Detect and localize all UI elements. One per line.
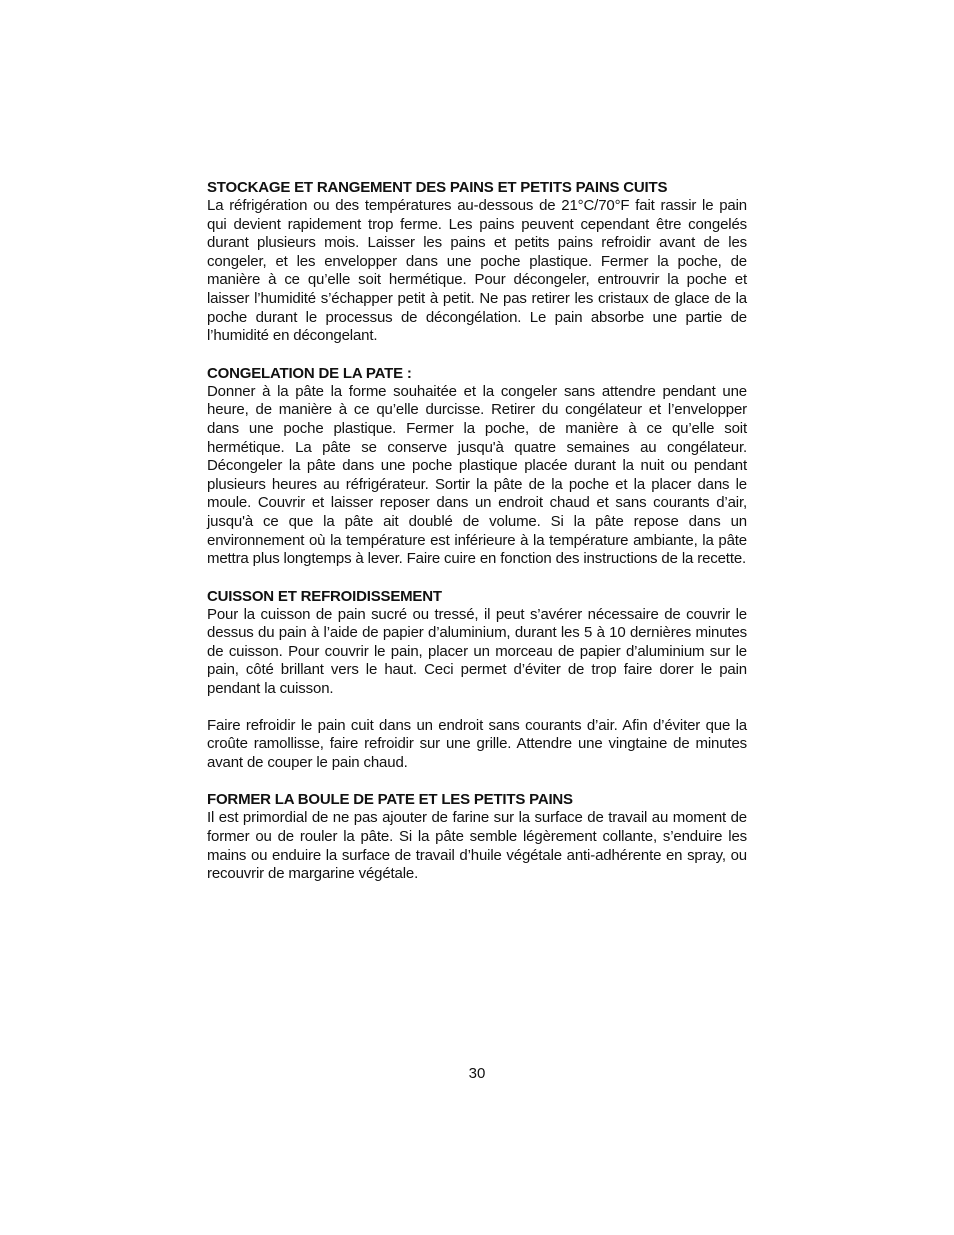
section-paragraph: Pour la cuisson de pain sucré ou tressé, il peut s’avérer nécessaire de couvrir le dessus du pain à l’aide de papier d’aluminium, durant les 5 à 10 dernières minutes de cuisson. Pour couvrir le pain, placer un morceau de papier d’aluminium sur le pain, côté brillant vers le haut. Ceci permet d’éviter de trop faire dorer le pain pendant la cuisson.	[207, 605, 747, 698]
page-number: 30	[468, 1065, 486, 1082]
document-body	[207, 178, 747, 902]
section-heading: CONGELATION DE LA PATE :	[207, 364, 412, 382]
section-heading: CUISSON ET REFROIDISSEMENT	[207, 587, 442, 605]
section-heading: STOCKAGE ET RANGEMENT DES PAINS ET PETITS PAINS CUITS	[207, 179, 668, 196]
section-paragraph: Il est primordial de ne pas ajouter de farine sur la surface de travail au moment de former ou de rouler la pâte. Si la pâte semble légèrement collante, s’enduire les mains ou enduire la surface de travail d’huile végétale anti-adhérente en spray, ou recouvrir de margarine végétale.	[207, 809, 747, 883]
section-cuisson	[207, 587, 747, 773]
section-paragraph: Faire refroidir le pain cuit dans un endroit sans courants d’air. Afin d’éviter que la croûte ramollisse, faire refroidir sur une grille. Attendre une vingtaine de minutes avant de couper le pain chaud.	[207, 716, 747, 771]
section-paragraph: La réfrigération ou des températures au-dessous de 21°C/70°F fait rassir le pain qui devient rapidement trop ferme. Les pains peuvent cependant être congelés durant plusieurs mois. Laisser les pains et petits pains refroidir avant de les congeler, et les envelopper dans une poche plastique. Fermer la poche, de manière à ce qu’elle soit hermétique. Pour décongeler, entrouvrir la poche et laisser l’humidité s’échapper petit à petit. Ne pas retirer les cristaux de glace de la poche durant le processus de décongélation. Le pain absorbe une partie de l’humidité en décongelant.	[207, 197, 747, 345]
section-former	[207, 790, 747, 883]
section-congelation	[207, 364, 747, 569]
section-paragraph: Donner à la pâte la forme souhaitée et la congeler sans attendre pendant une heure, de manière à ce qu’elle durcisse. Retirer du congélateur et l’envelopper dans une poche plastique. Fermer la poche, de manière à ce qu’elle soit hermétique. La pâte se conserve jusqu'à quatre semaines au congélateur. Décongeler la pâte dans une poche plastique placée durant la nuit ou pendant plusieurs heures au réfrigérateur. Sortir la pâte de la poche et la placer dans le moule. Couvrir et laisser reposer dans un endroit chaud et sans courants d’air, jusqu'à ce que la pâte ait doublé de volume. Si la pâte repose dans un environnement où la température est inférieure à la température ambiante, la pâte mettra plus longtemps à lever. Faire cuire en fonction des instructions de la recette.	[207, 382, 747, 568]
section-stockage	[207, 178, 747, 346]
section-heading: FORMER LA BOULE DE PATE ET LES PETITS PAINS	[207, 791, 573, 809]
